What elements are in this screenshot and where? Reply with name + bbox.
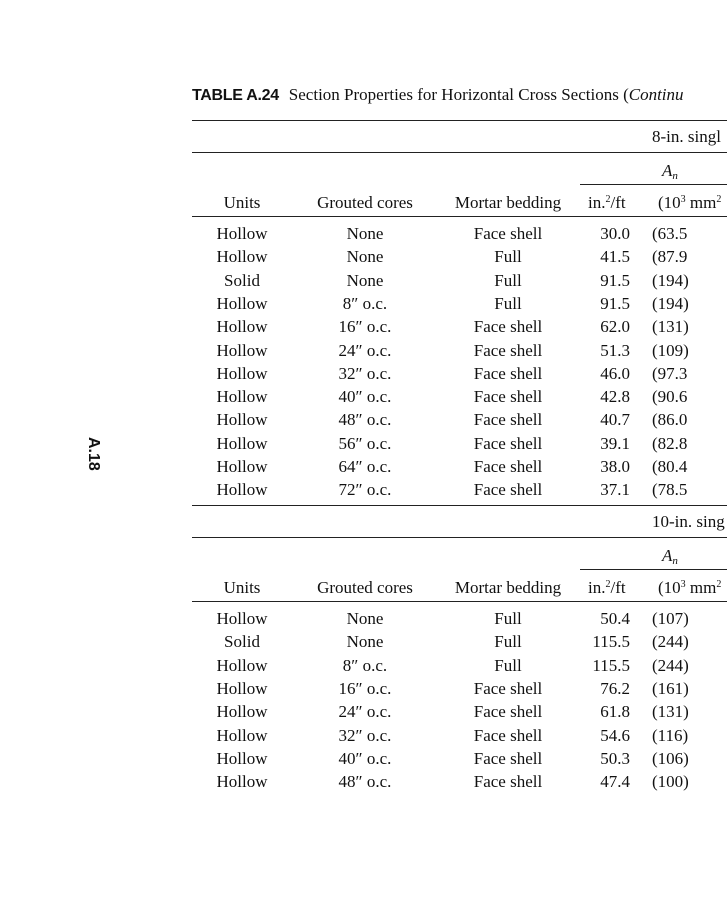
cell-grouted-cores: None — [346, 632, 384, 651]
cell-an-mm: (78.5 — [652, 480, 688, 499]
header-in-unit: in.$^2$/ft — [588, 578, 626, 597]
cell-an-in: 40.7 — [600, 410, 630, 429]
cell-grouted-cores: 72″ o.c. — [338, 480, 392, 499]
cell-an-in: 50.4 — [600, 609, 630, 628]
cell-grouted-cores: 64″ o.c. — [338, 457, 392, 476]
section-title-rule — [192, 537, 727, 538]
cell-grouted-cores: 40″ o.c. — [338, 749, 392, 768]
cell-grouted-cores: None — [346, 609, 384, 628]
cell-an-in: 62.0 — [600, 317, 630, 336]
cell-mortar-bedding: Face shell — [473, 679, 543, 698]
cell-grouted-cores: 16″ o.c. — [338, 679, 392, 698]
cell-units: Hollow — [216, 224, 268, 243]
cell-units: Solid — [224, 632, 260, 651]
cell-grouted-cores: None — [346, 224, 384, 243]
cell-mortar-bedding: Full — [494, 271, 522, 290]
cell-an-mm: (63.5 — [652, 224, 688, 243]
cell-mortar-bedding: Face shell — [473, 749, 543, 768]
cell-mortar-bedding: Face shell — [473, 410, 543, 429]
cell-units: Hollow — [216, 410, 268, 429]
cell-grouted-cores: 40″ o.c. — [338, 387, 392, 406]
cell-grouted-cores: 56″ o.c. — [338, 434, 392, 453]
cell-mortar-bedding: Full — [494, 294, 522, 313]
section-title: 8-in. singl — [652, 127, 721, 146]
header-rule — [192, 216, 727, 217]
table-id: TABLE A.24 — [192, 87, 279, 104]
table-title-continued: Continu — [628, 85, 684, 104]
cell-mortar-bedding: Face shell — [473, 224, 543, 243]
cell-units: Hollow — [216, 247, 268, 266]
cell-an-in: 41.5 — [600, 247, 630, 266]
cell-grouted-cores: 8″ o.c. — [342, 294, 388, 313]
cell-an-in: 50.3 — [600, 749, 630, 768]
cell-an-in: 54.6 — [600, 726, 630, 745]
cell-an-mm: (90.6 — [652, 387, 688, 406]
cell-an-in: 30.0 — [600, 224, 630, 243]
page-label: A.18 — [85, 437, 102, 471]
cell-an-mm: (80.4 — [652, 457, 688, 476]
cell-an-mm: (194) — [652, 271, 689, 290]
cell-an-in: 115.5 — [592, 656, 630, 675]
cell-grouted-cores: 32″ o.c. — [338, 726, 392, 745]
cell-an-mm: (107) — [652, 609, 689, 628]
cell-an-in: 37.1 — [600, 480, 630, 499]
cell-an-mm: (194) — [652, 294, 689, 313]
cell-an-mm: (131) — [652, 317, 689, 336]
header-in-unit: in.$^2$/ft — [588, 193, 626, 212]
header-grouted-cores: Grouted cores — [317, 193, 413, 212]
cell-an-in: 115.5 — [592, 632, 630, 651]
cell-units: Hollow — [216, 609, 268, 628]
header-mm-unit: ($10^3$ $mm^2$ — [658, 578, 722, 597]
cell-units: Hollow — [216, 387, 268, 406]
cell-an-mm: (244) — [652, 656, 689, 675]
cell-units: Hollow — [216, 726, 268, 745]
cell-an-in: 91.5 — [600, 294, 630, 313]
cell-mortar-bedding: Face shell — [473, 457, 543, 476]
cell-grouted-cores: None — [346, 271, 384, 290]
an-rule — [580, 184, 727, 185]
cell-mortar-bedding: Face shell — [473, 387, 543, 406]
cell-an-in: 51.3 — [600, 341, 630, 360]
cell-grouted-cores: 24″ o.c. — [338, 702, 392, 721]
cell-units: Hollow — [216, 364, 268, 383]
section-title: 10-in. sing — [652, 512, 725, 531]
header-grouted-cores: Grouted cores — [317, 578, 413, 597]
cell-grouted-cores: 16″ o.c. — [338, 317, 392, 336]
cell-an-in: 76.2 — [600, 679, 630, 698]
cell-mortar-bedding: Face shell — [473, 480, 543, 499]
cell-mortar-bedding: Face shell — [473, 702, 543, 721]
cell-mortar-bedding: Full — [494, 632, 522, 651]
cell-units: Hollow — [216, 457, 268, 476]
cell-units: Hollow — [216, 434, 268, 453]
cell-mortar-bedding: Face shell — [473, 364, 543, 383]
an-header: $A_n$ — [662, 546, 678, 567]
section-top-rule — [192, 120, 727, 121]
cell-grouted-cores: None — [346, 247, 384, 266]
cell-grouted-cores: 32″ o.c. — [338, 364, 392, 383]
cell-mortar-bedding: Face shell — [473, 726, 543, 745]
cell-an-in: 47.4 — [600, 772, 630, 791]
cell-units: Hollow — [216, 294, 268, 313]
table-caption — [192, 84, 684, 107]
cell-an-mm: (109) — [652, 341, 689, 360]
cell-units: Hollow — [216, 679, 268, 698]
cell-mortar-bedding: Face shell — [473, 317, 543, 336]
cell-an-mm: (82.8 — [652, 434, 688, 453]
header-units: Units — [223, 578, 261, 597]
cell-an-mm: (106) — [652, 749, 689, 768]
header-mortar-bedding: Mortar bedding — [454, 193, 562, 212]
cell-an-mm: (97.3 — [652, 364, 688, 383]
cell-units: Hollow — [216, 480, 268, 499]
header-mortar-bedding: Mortar bedding — [454, 578, 562, 597]
cell-an-in: 61.8 — [600, 702, 630, 721]
cell-an-mm: (100) — [652, 772, 689, 791]
cell-units: Hollow — [216, 749, 268, 768]
cell-mortar-bedding: Full — [494, 247, 522, 266]
cell-mortar-bedding: Full — [494, 656, 522, 675]
cell-an-mm: (87.9 — [652, 247, 688, 266]
cell-an-in: 91.5 — [600, 271, 630, 290]
cell-mortar-bedding: Face shell — [473, 341, 543, 360]
cell-an-in: 42.8 — [600, 387, 630, 406]
header-mm-unit: ($10^3$ $mm^2$ — [658, 193, 722, 212]
cell-units: Hollow — [216, 702, 268, 721]
cell-units: Hollow — [216, 656, 268, 675]
cell-an-mm: (86.0 — [652, 410, 688, 429]
cell-an-in: 38.0 — [600, 457, 630, 476]
cell-an-mm: (116) — [652, 726, 689, 745]
header-units: Units — [223, 193, 261, 212]
an-rule — [580, 569, 727, 570]
header-rule — [192, 601, 727, 602]
cell-an-mm: (161) — [652, 679, 689, 698]
cell-mortar-bedding: Full — [494, 609, 522, 628]
an-header: $A_n$ — [662, 161, 678, 182]
table-title: Section Properties for Horizontal Cross Sections ( — [288, 85, 629, 104]
cell-units: Solid — [224, 271, 260, 290]
cell-units: Hollow — [216, 341, 268, 360]
cell-units: Hollow — [216, 772, 268, 791]
cell-grouted-cores: 8″ o.c. — [342, 656, 388, 675]
cell-an-in: 46.0 — [600, 364, 630, 383]
cell-grouted-cores: 48″ o.c. — [338, 772, 392, 791]
cell-units: Hollow — [216, 317, 268, 336]
cell-an-mm: (244) — [652, 632, 689, 651]
cell-mortar-bedding: Face shell — [473, 434, 543, 453]
cell-an-in: 39.1 — [600, 434, 630, 453]
cell-mortar-bedding: Face shell — [473, 772, 543, 791]
cell-grouted-cores: 24″ o.c. — [338, 341, 392, 360]
cell-grouted-cores: 48″ o.c. — [338, 410, 392, 429]
section-bottom-rule — [192, 505, 727, 506]
cell-an-mm: (131) — [652, 702, 689, 721]
section-title-rule — [192, 152, 727, 153]
